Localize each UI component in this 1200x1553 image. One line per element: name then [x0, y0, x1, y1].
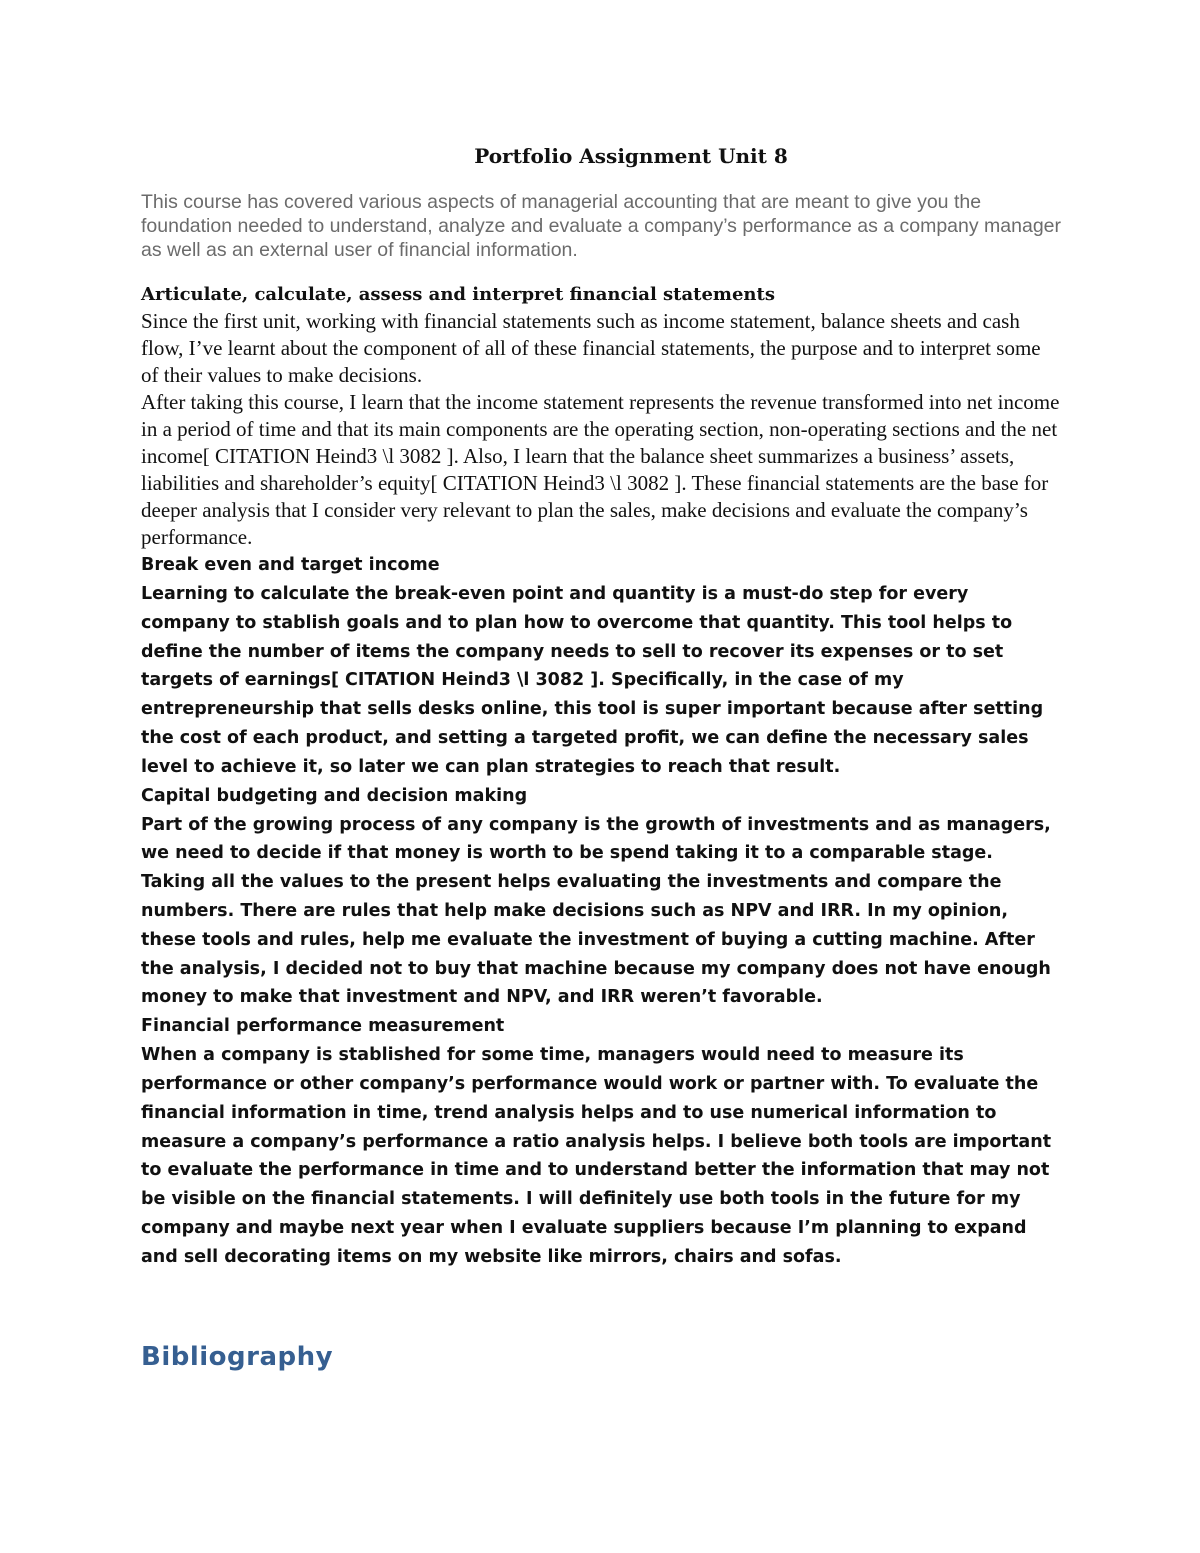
section-performance-measurement [141, 1012, 1061, 1271]
bibliography-heading: Bibliography [141, 1342, 334, 1372]
section-heading: Articulate, calculate, assess and interpret financial statements [141, 284, 775, 305]
section-paragraph: When a company is stablished for some time, managers would need to measure its performance or other company’s performance would work or partner with. To evaluate the financial information in time, trend analysis helps and to use numerical information to measure a company’s performance a ratio analysis helps. I believe both tools are important to evaluate the performance in time and to understand better the information that may not be visible on the financial statements. I will definitely use both tools in the future for my company and maybe next year when I evaluate suppliers because I’m planning to expand and sell decorating items on my website like mirrors, chairs and sofas. [141, 1045, 1052, 1267]
section-capital-budgeting [141, 782, 1061, 1013]
document-body [141, 142, 1061, 1272]
section-financial-statements [141, 282, 1061, 551]
document-title: Portfolio Assignment Unit 8 [474, 144, 788, 168]
section-paragraph: Learning to calculate the break-even point and quantity is a must-do step for every company to stablish goals and to plan how to overcome that quantity. This tool helps to define the number of items the company needs to sell to recover its expenses or to set targets of earnings[ CITATION Heind3 \l 3082 ]. Specifically, in the case of my entrepreneurship that sells desks online, this tool is super important because after setting the cost of each product, and setting a targeted profit, we can define the necessary sales level to achieve it, so later we can plan strategies to reach that result. [141, 584, 1044, 777]
section-heading: Break even and target income [141, 555, 440, 575]
section-heading: Capital budgeting and decision making [141, 785, 528, 806]
section-heading: Financial performance measurement [141, 1016, 505, 1037]
intro-paragraph: This course has covered various aspects of managerial accounting that are meant to give you the foundation needed to understand, analyze and evaluate a company’s performance as a company manager as well as an external user of financial information. [141, 191, 1062, 261]
section-break-even [141, 551, 1061, 782]
section-paragraph: Part of the growing process of any company is the growth of investments and as managers, we need to decide if that money is worth to be spend taking it to a comparable stage. Taking all the values to the present helps evaluating the investments and compare the numbers. There are rules that help make decisions such as NPV and IRR. In my opinion, these tools and rules, help me evaluate the investment of buying a cutting machine. After the analysis, I decided not to buy that machine because my company does not have enough money to make that investment and NPV, and IRR weren’t favorable. [141, 814, 1051, 1008]
section-paragraph: After taking this course, I learn that the income statement represents the revenue transformed into net income in a period of time and that its main components are the operating section, non-operating sections and the net income[ CITATION Heind3 \l 3082 ]. Also, I learn that the balance sheet summarizes a business’ assets, liabilities and shareholder’s equity[ CITATION Heind3 \l 3082 ]. These financial statements are the base for deeper analysis that I consider very relevant to plan the sales, make decisions and evaluate the company’s performance. [141, 390, 1060, 549]
section-paragraph: Since the first unit, working with financial statements such as income statement, balance sheets and cash flow, I’ve learnt about the component of all of these financial statements, the purpose and to interpret some of their values to make decisions. [141, 309, 1041, 387]
